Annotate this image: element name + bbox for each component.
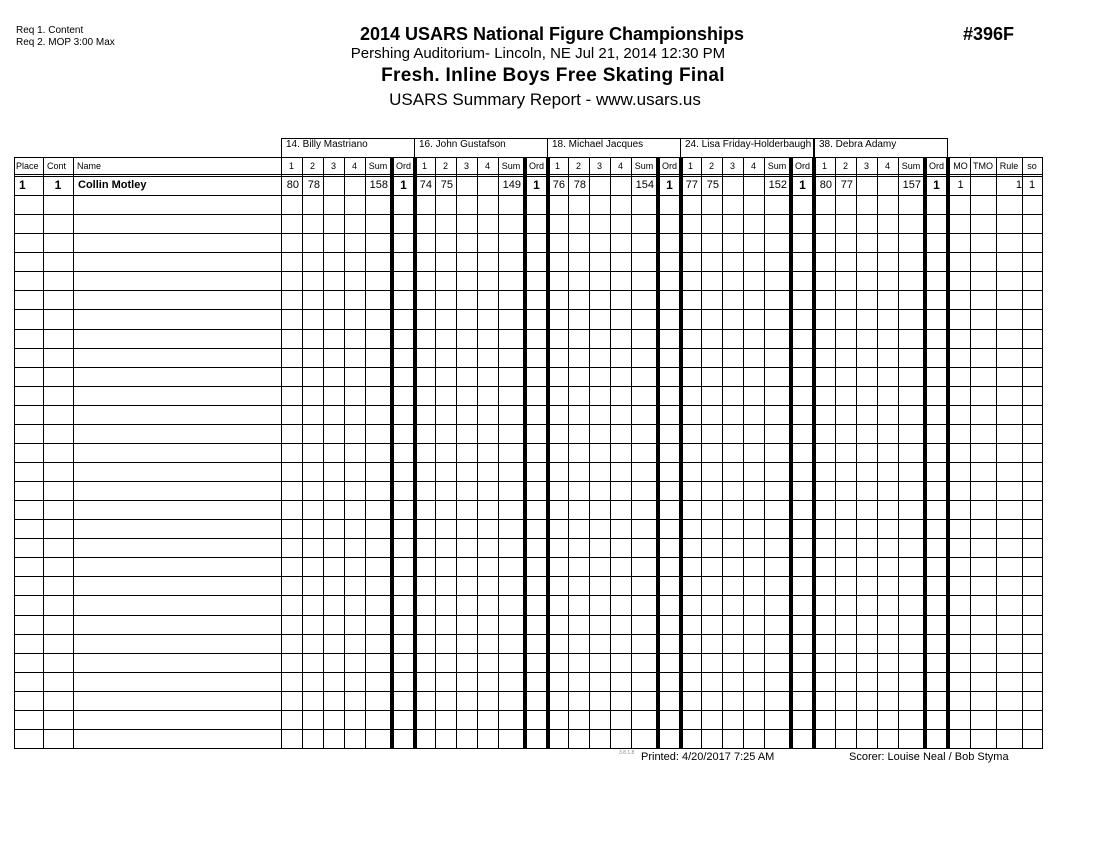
grid-line — [14, 710, 1042, 711]
judge4-score-s2: 75 — [706, 179, 719, 191]
judge2-score-s4 — [477, 176, 498, 195]
scorer-names: Scorer: Louise Neal / Bob Styma — [849, 751, 1009, 763]
column-header-judge5-1: 1 — [821, 161, 827, 171]
judge3-score-sum: 154 — [635, 179, 654, 191]
column-header-rule: Rule — [999, 161, 1019, 171]
column-header-judge1-sum: Sum — [368, 161, 388, 171]
grid-line — [390, 157, 394, 749]
column-header-judge4-sum: Sum — [767, 161, 787, 171]
column-header-name: Name — [77, 161, 102, 171]
printed-timestamp: Printed: 4/20/2017 7:25 AM — [641, 751, 775, 763]
grid-line — [923, 157, 927, 749]
judge2-score-s1: 74 — [419, 179, 432, 191]
grid-line — [946, 157, 950, 749]
column-header-judge1-ord: Ord — [395, 161, 411, 171]
grid-line — [14, 748, 1042, 749]
column-header-cont: Cont — [47, 161, 67, 171]
grid-line — [498, 157, 499, 749]
grid-line — [14, 481, 1042, 482]
column-header-tmo: TMO — [973, 161, 993, 171]
column-header-judge3-4: 4 — [617, 161, 623, 171]
judge1-score-s3 — [323, 176, 344, 195]
judge-header-1: 14. Billy Mastriano — [281, 138, 415, 157]
judge2-ordinal: 1 — [533, 178, 540, 192]
column-header-judge4-1: 1 — [687, 161, 693, 171]
column-header-judge2-sum: Sum — [501, 161, 521, 171]
judge3-score-s3 — [589, 176, 610, 195]
judge3-score-s2: 78 — [573, 179, 586, 191]
report-name: USARS Summary Report - www.usars.us — [389, 90, 701, 109]
grid-line — [302, 157, 303, 749]
grid-line — [344, 157, 345, 749]
grid-line — [14, 729, 1042, 730]
grid-line — [898, 157, 899, 749]
grid-line — [523, 157, 527, 749]
grid-line — [14, 329, 1042, 330]
grid-line — [14, 271, 1042, 272]
grid-line — [546, 157, 550, 749]
grid-line — [14, 290, 1042, 291]
column-header-judge4-ord: Ord — [794, 161, 810, 171]
judge4-ordinal: 1 — [799, 178, 806, 192]
judge5-score-s2: 77 — [840, 179, 853, 191]
judge5-score-s3 — [856, 176, 877, 195]
grid-line — [789, 157, 793, 749]
venue-date-line: Pershing Auditorium- Lincoln, NE Jul 21, 2014 12:30 PM — [350, 45, 726, 62]
grid-line — [365, 157, 366, 749]
grid-line — [14, 595, 1042, 596]
column-header-judge5-4: 4 — [884, 161, 890, 171]
majority-ordinal: 1 — [957, 179, 964, 191]
championship-title: 2014 USARS National Figure Championships — [359, 24, 745, 44]
grid-line — [568, 157, 569, 749]
grid-line — [970, 157, 971, 749]
grid-line — [14, 214, 1042, 215]
grid-line — [413, 157, 417, 749]
grid-line — [631, 157, 632, 749]
grid-line — [1042, 157, 1043, 749]
grid-line — [701, 157, 702, 749]
grid-line — [589, 157, 590, 749]
grid-line — [14, 691, 1042, 692]
grid-line — [14, 424, 1042, 425]
so-value: 1 — [1028, 179, 1036, 191]
grid-line — [14, 615, 1042, 616]
grid-line — [435, 157, 436, 749]
grid-line — [14, 672, 1042, 673]
column-header-judge1-1: 1 — [288, 161, 294, 171]
grid-line — [722, 157, 723, 749]
grid-line — [14, 443, 1042, 444]
grid-line — [656, 157, 660, 749]
requirement-2: Req 2. MOP 3:00 Max — [16, 37, 115, 48]
judge5-score-s4 — [877, 176, 898, 195]
judge-header-2: 16. John Gustafson — [414, 138, 548, 157]
judge2-score-s2: 75 — [440, 179, 453, 191]
judge1-score-s2: 78 — [307, 179, 320, 191]
grid-line — [14, 653, 1042, 654]
grid-line — [764, 157, 765, 749]
grid-line — [14, 367, 1042, 368]
grid-line — [835, 157, 836, 749]
judge1-score-s1: 80 — [286, 179, 299, 191]
grid-line — [14, 233, 1042, 234]
judge-header-5: 38. Debra Adamy — [814, 138, 948, 157]
total-majority-ordinal — [970, 176, 996, 195]
grid-line — [812, 157, 816, 749]
column-header-judge4-4: 4 — [750, 161, 756, 171]
judge3-score-s4 — [610, 176, 631, 195]
judge-header-3: 18. Michael Jacques — [547, 138, 681, 157]
grid-line — [14, 157, 15, 749]
column-header-mo: MO — [953, 161, 968, 171]
requirement-1: Req 1. Content — [16, 25, 84, 36]
grid-line — [14, 252, 1042, 253]
column-header-place: Place — [16, 161, 39, 171]
column-header-judge5-3: 3 — [863, 161, 869, 171]
grid-line — [14, 500, 1042, 501]
software-version: 3.8.1.8 — [619, 750, 635, 756]
place-value: 1 — [19, 178, 26, 192]
grid-line — [14, 405, 1042, 406]
grid-line — [996, 157, 997, 749]
column-header-judge3-1: 1 — [554, 161, 560, 171]
judge4-score-s3 — [722, 176, 743, 195]
grid-line — [679, 157, 683, 749]
column-header-judge2-2: 2 — [442, 161, 448, 171]
grid-line — [14, 576, 1042, 577]
grid-line — [1022, 157, 1023, 749]
judge5-ordinal: 1 — [933, 178, 940, 192]
event-name: Fresh. Inline Boys Free Skating Final — [381, 65, 725, 86]
column-header-judge3-2: 2 — [575, 161, 581, 171]
grid-line — [43, 157, 44, 749]
column-header-judge4-2: 2 — [708, 161, 714, 171]
grid-line — [14, 538, 1042, 539]
column-header-judge2-ord: Ord — [528, 161, 544, 171]
contestant-number: 1 — [54, 178, 62, 192]
event-number: #396F — [963, 24, 1015, 44]
column-header-judge1-4: 4 — [351, 161, 357, 171]
column-header-judge3-sum: Sum — [634, 161, 654, 171]
grid-line — [281, 157, 282, 749]
column-header-judge2-4: 4 — [484, 161, 490, 171]
judge1-ordinal: 1 — [400, 178, 407, 192]
grid-line — [856, 157, 857, 749]
judge4-score-s4 — [743, 176, 764, 195]
judge2-score-sum: 149 — [502, 179, 521, 191]
grid-line — [14, 634, 1042, 635]
grid-line — [14, 348, 1042, 349]
grid-line — [14, 195, 1042, 196]
grid-line — [73, 157, 74, 749]
grid-line — [14, 462, 1042, 463]
judge4-score-sum: 152 — [768, 179, 787, 191]
judge3-ordinal: 1 — [666, 178, 673, 192]
grid-line — [477, 157, 478, 749]
column-header-judge1-3: 3 — [330, 161, 336, 171]
grid-line — [743, 157, 744, 749]
column-header-so: so — [1027, 161, 1037, 171]
column-header-judge5-sum: Sum — [901, 161, 921, 171]
grid-line — [14, 309, 1042, 310]
judge5-score-sum: 157 — [902, 179, 921, 191]
judge-header-4: 24. Lisa Friday-Holderbaugh — [680, 138, 814, 157]
grid-line — [877, 157, 878, 749]
column-header-judge3-ord: Ord — [661, 161, 677, 171]
rule-value: 1 — [1015, 179, 1022, 191]
judge4-score-s1: 77 — [685, 179, 698, 191]
judge3-score-s1: 76 — [552, 179, 565, 191]
grid-line — [323, 157, 324, 749]
column-header-judge3-3: 3 — [596, 161, 602, 171]
grid-line — [14, 557, 1042, 558]
column-header-judge5-ord: Ord — [928, 161, 944, 171]
column-header-judge2-3: 3 — [463, 161, 469, 171]
judge1-score-sum: 158 — [369, 179, 388, 191]
judge2-score-s3 — [456, 176, 477, 195]
column-header-judge5-2: 2 — [842, 161, 848, 171]
skater-name: Collin Motley — [78, 179, 147, 191]
grid-line — [456, 157, 457, 749]
grid-line — [610, 157, 611, 749]
column-header-judge1-2: 2 — [309, 161, 315, 171]
column-header-judge4-3: 3 — [729, 161, 735, 171]
grid-line — [14, 519, 1042, 520]
judge5-score-s1: 80 — [819, 179, 832, 191]
grid-line — [14, 386, 1042, 387]
column-header-judge2-1: 1 — [421, 161, 427, 171]
judge1-score-s4 — [344, 176, 365, 195]
